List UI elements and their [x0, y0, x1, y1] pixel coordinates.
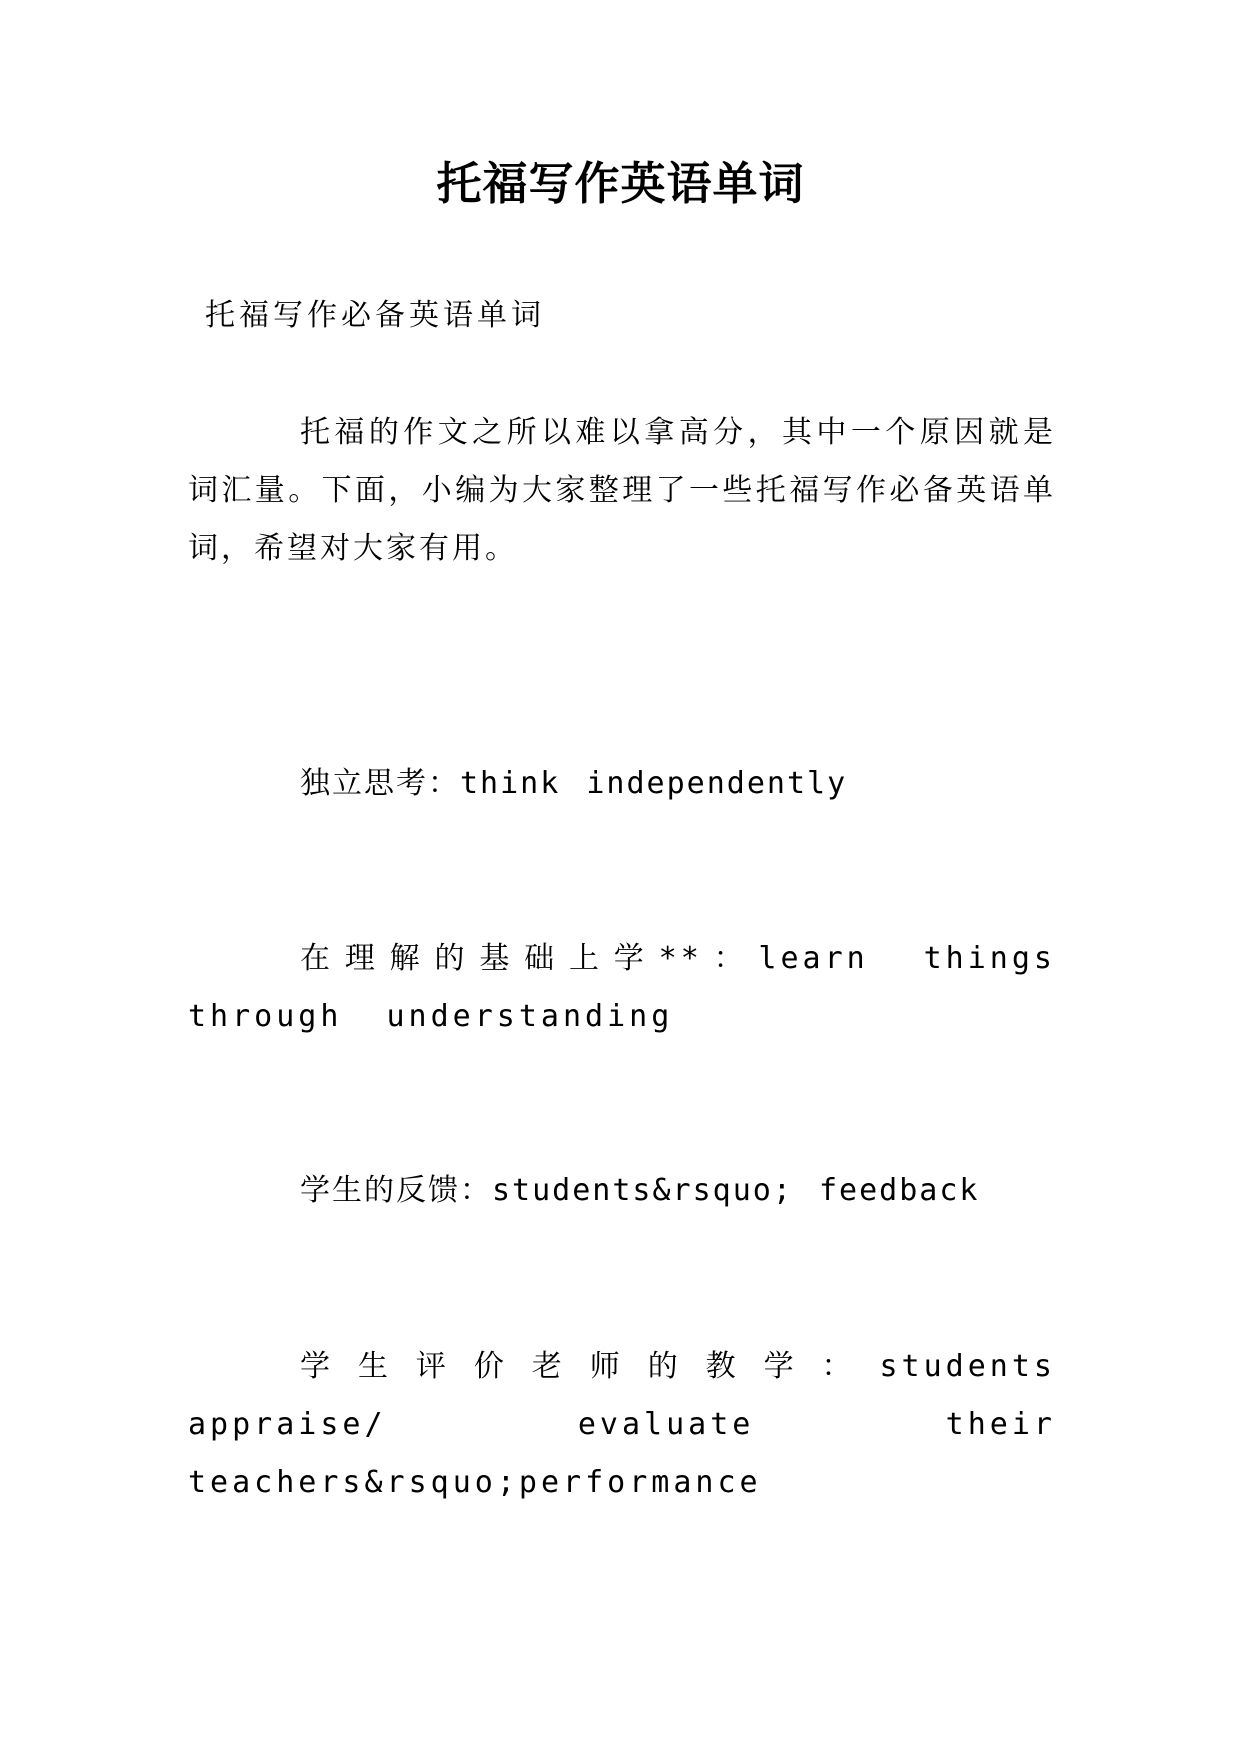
document-title: 托福写作英语单词: [436, 157, 805, 210]
vocab-entry: 学生的反馈：students&rsquo; feedback: [300, 1173, 980, 1208]
document-subtitle: 托福写作必备英语单词: [205, 298, 545, 333]
vocab-entry: 在理解的基础上学**：learn things through understanding: [188, 941, 1101, 1034]
vocab-entry: 独立思考：think independently: [300, 766, 848, 801]
intro-paragraph: 托福的作文之所以难以拿高分，其中一个原因就是词汇量。下面，小编为大家整理了一些托福写作必备英语单词，希望对大家有用。: [188, 415, 1056, 566]
vocab-entry: 学生评价老师的教学：students appraise/ evaluate their teachers&rsquo;performance: [188, 1349, 1099, 1500]
